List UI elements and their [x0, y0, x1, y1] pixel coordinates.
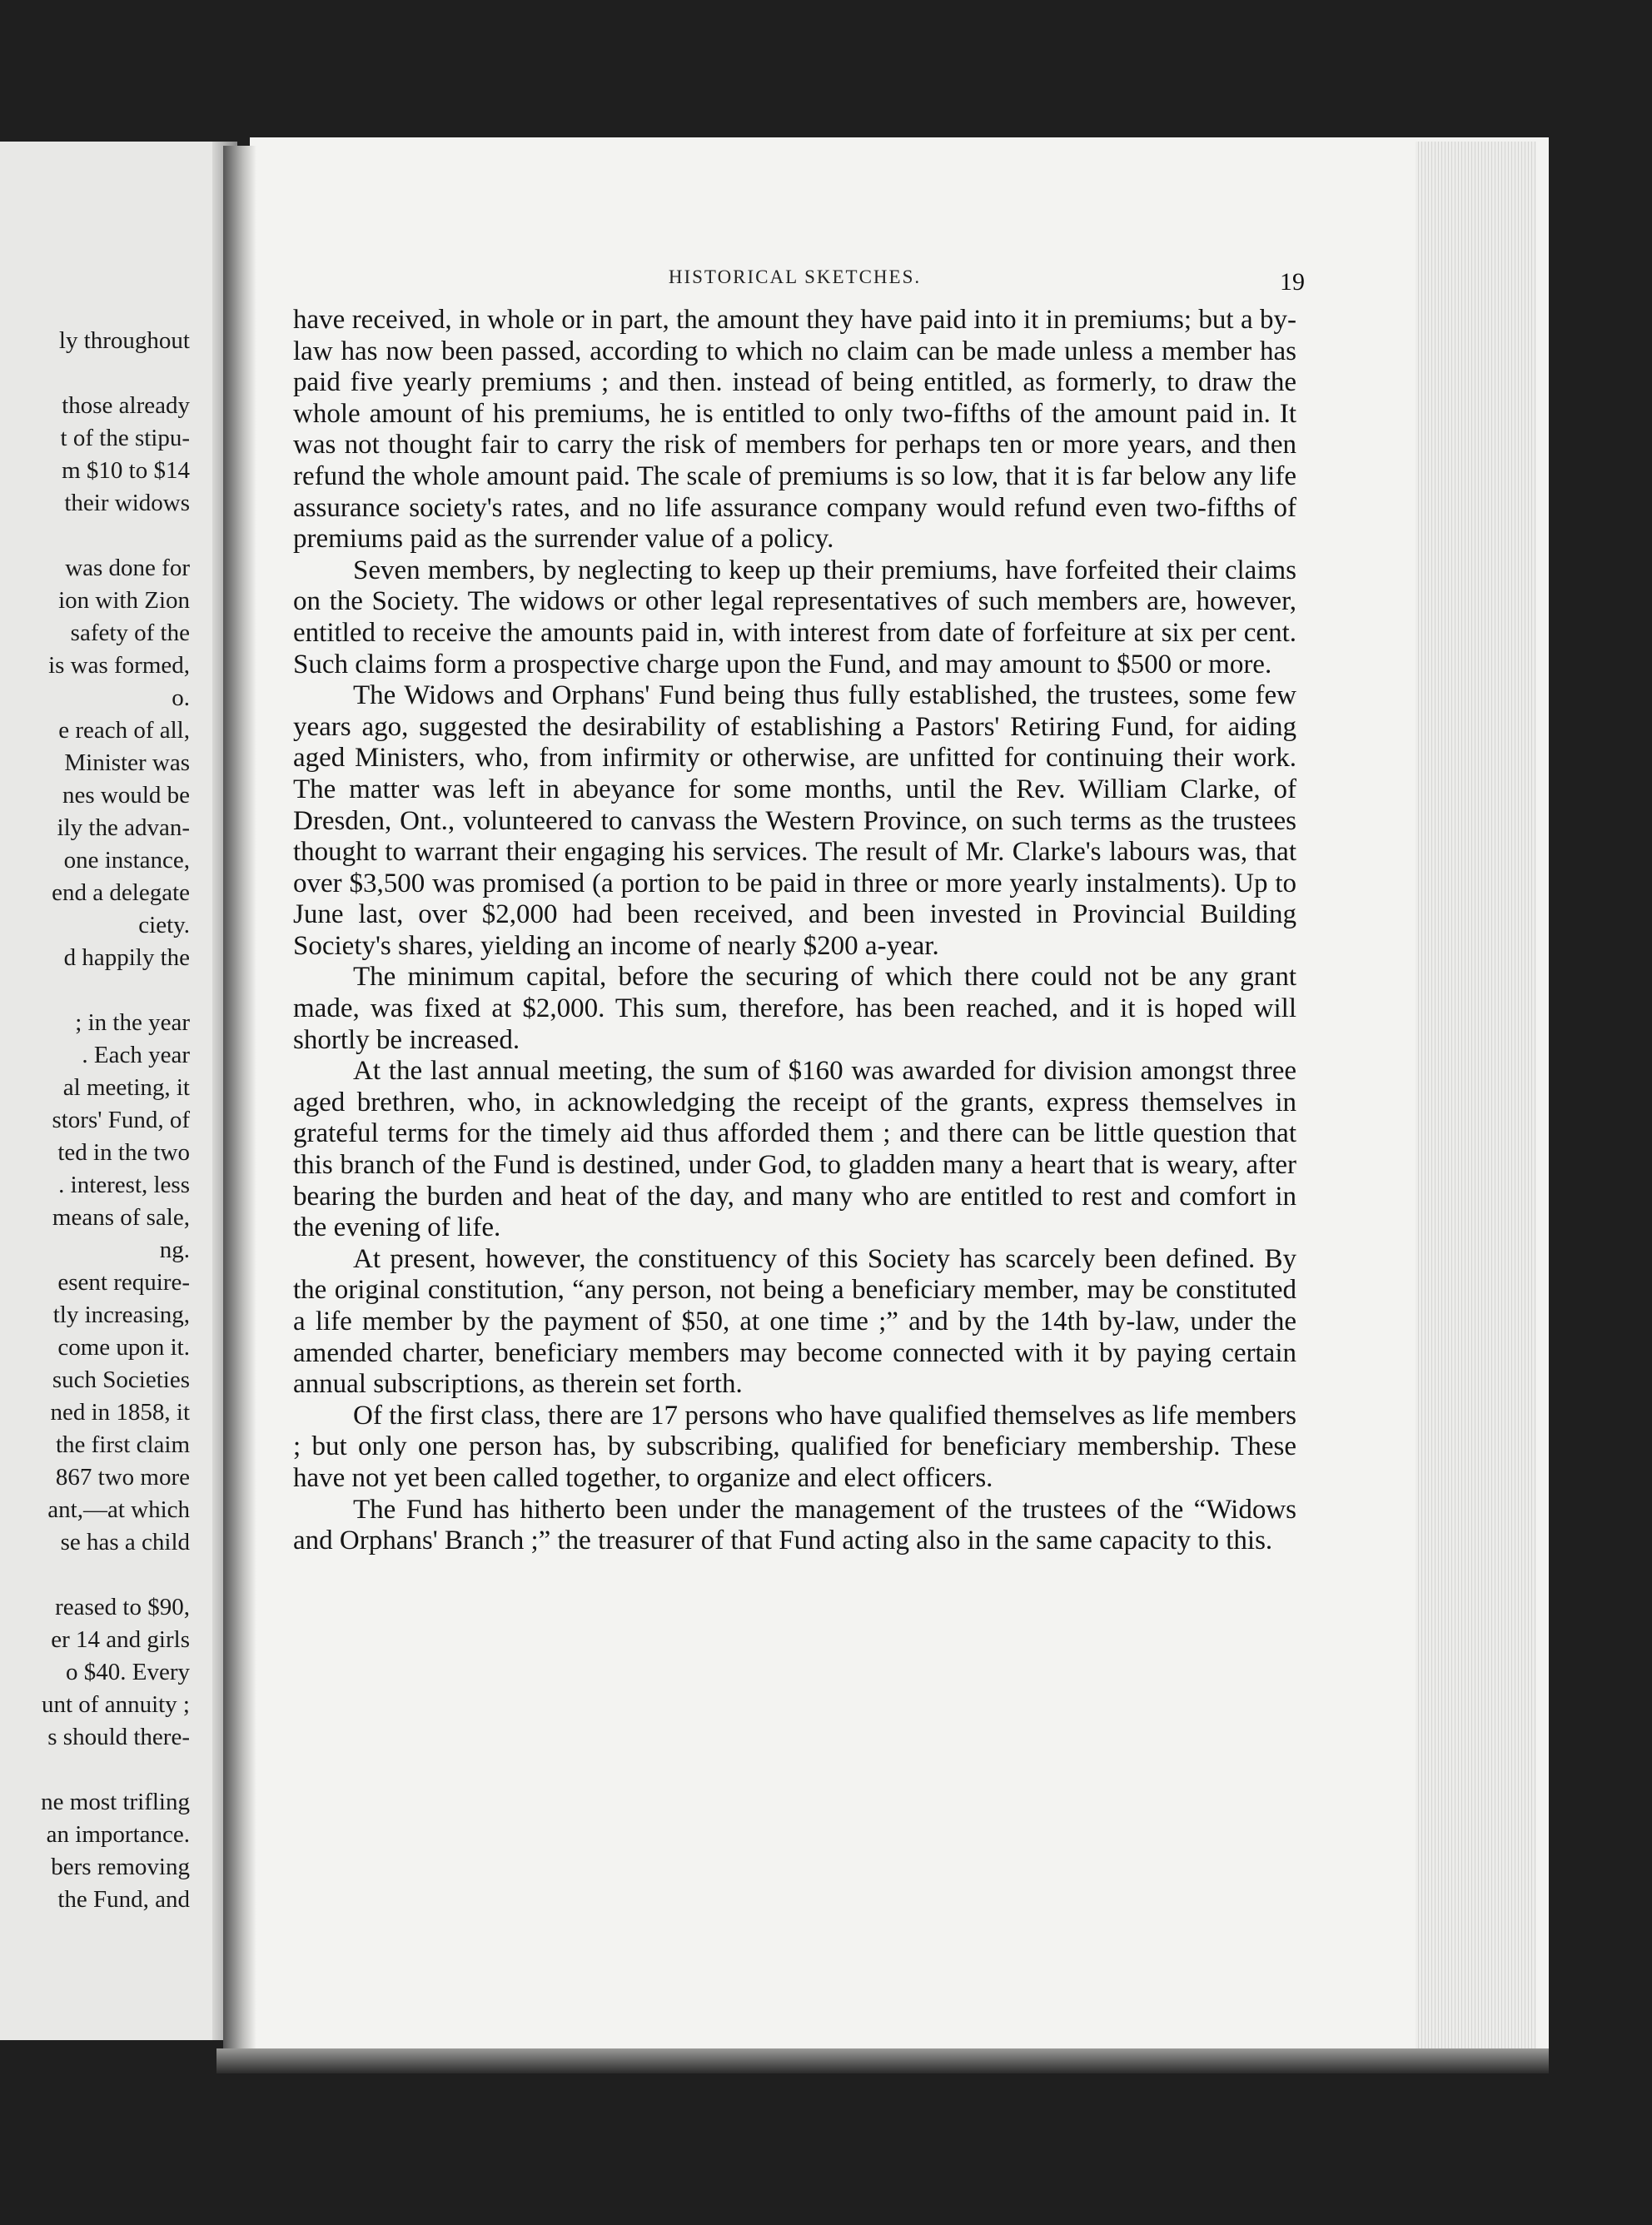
paragraph: At present, however, the constituency of this Society has scarcely been defined. By the original constitution, “any person, not being a beneficiary member, may be constituted a life member by the payment of $50, at one time ;” and by the 14th by-law, under the amended charter, beneficiary members may become connected with it by paying certain annual subscriptions, as therein set forth.: [293, 1243, 1296, 1400]
left-page-line: one instance,: [63, 847, 190, 874]
paragraph: The Fund has hitherto been under the management of the trustees of the “Widows and Orphans' Branch ;” the treasurer of that Fund acting also in the same capacity to this.: [293, 1494, 1296, 1556]
paragraph: Of the first class, there are 17 persons who have qualified themselves as life members ; but only one person has, by subscribing, qualified for beneficiary membership. These have not yet been called together, to organize and elect officers.: [293, 1400, 1296, 1493]
paragraph: Seven members, by neglecting to keep up their premiums, have forfeited their claims on the Society. The widows or other legal representatives of such members are, however, entitled to receive the amounts paid in, with interest from date of forfeiture at six per cent. Such claims form a prospective charge upon the Fund, and may amount to $500 or more.: [293, 555, 1296, 679]
left-page-line: tly increasing,: [52, 1302, 190, 1328]
left-page-line: end a delegate: [52, 879, 190, 906]
left-page-line: ned in 1858, it: [50, 1399, 190, 1426]
left-page-line: ted in the two: [57, 1139, 190, 1166]
left-page-line: unt of annuity ;: [41, 1691, 190, 1718]
left-page-line: ant,—at which: [47, 1496, 190, 1523]
left-page-line: is was formed,: [48, 652, 190, 679]
page-edges: [1416, 142, 1536, 2057]
left-page-line: . interest, less: [58, 1172, 190, 1198]
left-page-line: means of sale,: [52, 1204, 190, 1231]
left-page-line: ; in the year: [75, 1009, 190, 1036]
left-page-line: se has a child: [60, 1529, 190, 1556]
left-page-line: ly throughout: [58, 327, 190, 354]
book-gutter: [223, 146, 256, 2061]
left-page-line: er 14 and girls: [51, 1626, 190, 1653]
left-page-line: ion with Zion: [58, 587, 190, 614]
left-page-line: ne most trifling: [41, 1789, 190, 1815]
page-header: [293, 258, 1305, 305]
left-page-line: esent require-: [57, 1269, 190, 1296]
left-page-line: [0, 974, 190, 1007]
left-page-line: [0, 1559, 190, 1591]
left-page-line: m $10 to $14: [62, 457, 190, 484]
left-page-line: [0, 357, 190, 390]
left-page-line: [0, 520, 190, 552]
paragraph: The minimum capital, before the securing of which there could not be any grant made, was fixed at $2,000. This sum, therefore, has been reached, and it is hoped will shortly be increased.: [293, 962, 1296, 1055]
left-page-line: such Societies: [52, 1366, 190, 1393]
left-page-line: an importance.: [46, 1821, 190, 1848]
left-page-line: . Each year: [82, 1042, 190, 1068]
left-page-line: come upon it.: [57, 1334, 190, 1361]
paragraph: The Widows and Orphans' Fund being thus fully established, the trustees, some few years ago, suggested the desirability of establishing a Pastors' Retiring Fund, for aiding aged Ministers, who, from infirmity or otherwise, are unfitted for continuing their work. The matter was left in abeyance for some months, until the Rev. William Clarke, of Dresden, Ont., volunteered to canvass the Western Province, on such terms as the trustees thought to warrant their engaging his services. The result of Mr. Clarke's labours was, that over $3,500 was promised (a portion to be paid in three or more yearly instalments). Up to June last, over $2,000 had been received, and been invested in Provincial Building Society's shares, yielding an income of nearly $200 a-year.: [293, 680, 1296, 961]
left-page-line: the first claim: [55, 1431, 190, 1458]
left-page-line: the Fund, and: [57, 1886, 190, 1913]
page-bottom-shadow: [216, 2048, 1549, 2073]
left-page-line: reased to $90,: [55, 1594, 190, 1620]
left-page-line: [0, 1754, 190, 1786]
left-page-line: t of the stipu-: [60, 425, 190, 451]
left-page-line: Minister was: [64, 749, 190, 776]
left-page-line: nes would be: [62, 782, 190, 809]
left-page-line: o.: [172, 684, 190, 711]
left-page-line: e reach of all,: [58, 717, 190, 744]
left-page-line: bers removing: [51, 1854, 190, 1880]
left-page-line: ciety.: [138, 912, 190, 938]
left-page-line: their widows: [64, 490, 190, 516]
left-facing-page: [0, 142, 233, 2040]
left-page-line: 867 two more: [55, 1464, 190, 1491]
paragraph: At the last annual meeting, the sum of $160 was awarded for division amongst three aged brethren, who, in acknowledging the receipt of the grants, express themselves in grateful terms for the timely aid thus afforded them ; and there can be little question that this branch of the Fund is destined, under God, to gladden many a heart that is weary, after bearing the burden and heat of the day, and many who are entitled to rest and comfort in the evening of life.: [293, 1056, 1296, 1243]
left-page-line: ily the advan-: [57, 814, 190, 841]
left-page-line: stors' Fund, of: [52, 1107, 190, 1133]
left-page-line: was done for: [65, 555, 190, 581]
left-page-line: safety of the: [70, 620, 190, 646]
left-page-line: those already: [62, 392, 190, 419]
left-page-line: s should there-: [47, 1724, 190, 1750]
running-title: HISTORICAL SKETCHES.: [668, 266, 922, 287]
left-page-line: d happily the: [63, 944, 190, 971]
left-page-line: ng.: [159, 1237, 190, 1263]
page-number: 19: [1280, 268, 1305, 296]
left-page-line: al meeting, it: [62, 1074, 190, 1101]
paragraph: have received, in whole or in part, the amount they have paid into it in premiums; but a by-law has now been passed, according to which no claim can be made unless a member has paid five yearly premiums ; and then. instead of being entitled, as formerly, to draw the whole amount of his premiums, he is entitled to only two-fifths of the amount paid in. It was not thought fair to carry the risk of members for perhaps ten or more years, and then refund the whole amount paid. The scale of premiums is so low, that it is far below any life assurance society's rates, and no life assurance company would refund even two-fifths of premiums paid as the surrender value of a policy.: [293, 305, 1296, 555]
left-page-line: o $40. Every: [66, 1659, 190, 1685]
left-page-text: [0, 325, 190, 1916]
page-content: [293, 258, 1305, 1557]
